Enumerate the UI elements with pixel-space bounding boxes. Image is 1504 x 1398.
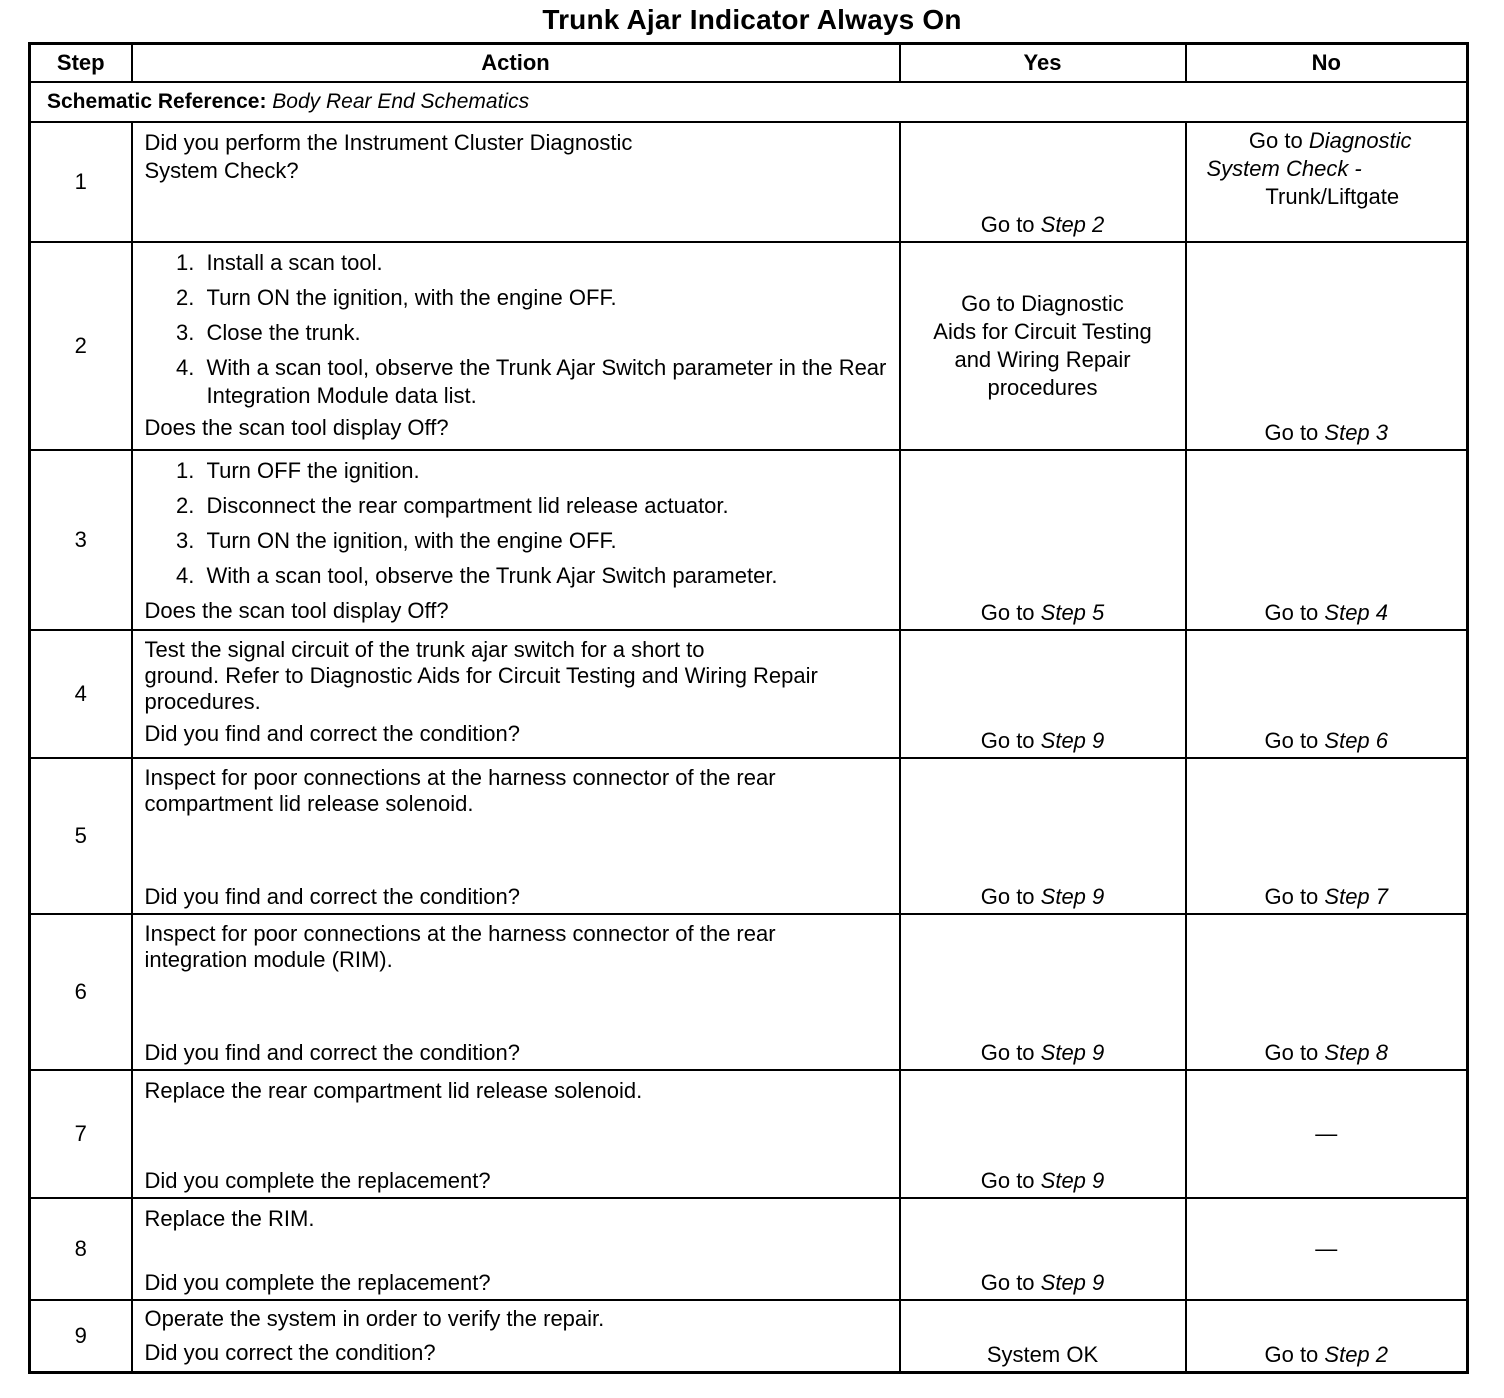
action-line: Test the signal circuit of the trunk ajar switch for a short to (144, 637, 705, 662)
yes-cell (900, 1070, 1186, 1198)
action-line: integration module (RIM). (144, 947, 393, 972)
action-step: 4. With a scan tool, observe the Trunk Ajar Switch parameter. (201, 562, 889, 590)
table-row (30, 914, 1468, 1070)
no-result: — (1315, 1121, 1338, 1146)
yes-cell (900, 242, 1186, 450)
action-line: procedures. (144, 689, 261, 714)
action-line: Inspect for poor connections at the harness connector of the rear (144, 765, 776, 790)
diagnostic-table (28, 42, 1469, 1374)
action-steps (145, 249, 889, 410)
step-number: 3 (30, 450, 132, 630)
yes-result: Go to Step 9 (980, 1168, 1105, 1193)
action-question: Did you find and correct the condition? (144, 1040, 520, 1065)
yes-result: Go to Step 5 (980, 600, 1105, 625)
header-row (30, 44, 1468, 83)
action-cell (132, 630, 900, 758)
no-result: Go to Step 3 (1264, 420, 1389, 445)
no-cell (1186, 450, 1468, 630)
action-step: 4. With a scan tool, observe the Trunk Ajar Switch parameter in the Rear Integration Module data list. (201, 354, 889, 410)
table-row (30, 758, 1468, 914)
action-cell (132, 450, 900, 630)
action-cell (132, 1070, 900, 1198)
action-question: Did you find and correct the condition? (144, 721, 520, 746)
no-result: Go to Step 8 (1264, 1040, 1389, 1065)
schematic-reference-value: Body Rear End Schematics (272, 90, 530, 113)
action-question: Does the scan tool display Off? (144, 598, 449, 623)
no-cell (1186, 1300, 1468, 1373)
schematic-reference-row (30, 82, 1468, 122)
action-cell (132, 242, 900, 450)
no-result: Go to Step 7 (1264, 884, 1389, 909)
yes-result: Go to Step 9 (980, 1270, 1105, 1295)
action-line: Operate the system in order to verify the repair. (144, 1306, 605, 1331)
yes-result: Go to Step 9 (980, 1040, 1105, 1065)
yes-result: Go to Step 2 (980, 212, 1105, 237)
action-cell (132, 758, 900, 914)
header-action: Action (132, 44, 900, 83)
step-number: 8 (30, 1198, 132, 1300)
action-cell (132, 914, 900, 1070)
action-step: 1. Install a scan tool. (201, 249, 889, 277)
schematic-reference-label: Schematic Reference: (47, 90, 267, 113)
yes-result: Go to Step 9 (980, 728, 1105, 753)
action-step: 1. Turn OFF the ignition. (201, 457, 889, 485)
no-cell (1186, 242, 1468, 450)
no-result: Go to Step 2 (1264, 1342, 1389, 1367)
no-result: — (1315, 1236, 1338, 1261)
step-number: 6 (30, 914, 132, 1070)
yes-cell (900, 758, 1186, 914)
table-row (30, 122, 1468, 242)
no-result: Go to Step 4 (1264, 600, 1389, 625)
yes-cell (900, 450, 1186, 630)
action-question: Does the scan tool display Off? (144, 415, 449, 440)
step-number: 7 (30, 1070, 132, 1198)
table-row (30, 242, 1468, 450)
schematic-reference (30, 82, 1468, 122)
action-question: Did you complete the replacement? (144, 1168, 491, 1193)
action-cell (132, 122, 900, 242)
no-cell (1186, 630, 1468, 758)
action-question: Did you correct the condition? (144, 1340, 436, 1365)
action-line: System Check? (144, 158, 299, 183)
header-no: No (1186, 44, 1468, 83)
action-step: 2. Disconnect the rear compartment lid release actuator. (201, 492, 889, 520)
header-yes: Yes (900, 44, 1186, 83)
action-question: Did you find and correct the condition? (144, 884, 520, 909)
action-question: Did you complete the replacement? (144, 1270, 491, 1295)
step-number: 5 (30, 758, 132, 914)
action-step: 2. Turn ON the ignition, with the engine OFF. (201, 284, 889, 312)
no-cell (1186, 122, 1468, 242)
step-number: 9 (30, 1300, 132, 1373)
yes-cell (900, 1300, 1186, 1373)
action-cell (132, 1198, 900, 1300)
action-line: Inspect for poor connections at the harness connector of the rear (144, 921, 776, 946)
action-line: ground. Refer to Diagnostic Aids for Circuit Testing and Wiring Repair (144, 663, 818, 688)
no-result: Go to Diagnostic System Check - Trunk/Liftgate (1206, 128, 1412, 209)
action-step: 3. Turn ON the ignition, with the engine OFF. (201, 527, 889, 555)
header-step: Step (30, 44, 132, 83)
no-cell (1186, 1070, 1468, 1198)
yes-cell (900, 914, 1186, 1070)
action-cell (132, 1300, 900, 1373)
step-number: 4 (30, 630, 132, 758)
page-title: Trunk Ajar Indicator Always On (542, 4, 962, 35)
table-row (30, 450, 1468, 630)
action-line: Did you perform the Instrument Cluster Diagnostic (144, 130, 633, 155)
table-row (30, 1198, 1468, 1300)
yes-result: Go to Step 9 (980, 884, 1105, 909)
table-row (30, 1300, 1468, 1373)
no-cell (1186, 758, 1468, 914)
action-step: 3. Close the trunk. (201, 319, 889, 347)
yes-cell (900, 122, 1186, 242)
action-steps (145, 457, 889, 590)
step-number: 1 (30, 122, 132, 242)
action-line: compartment lid release solenoid. (144, 791, 474, 816)
table-row (30, 1070, 1468, 1198)
step-number: 2 (30, 242, 132, 450)
action-line: Replace the rear compartment lid release solenoid. (144, 1078, 643, 1103)
yes-cell (900, 1198, 1186, 1300)
no-result: Go to Step 6 (1264, 728, 1389, 753)
no-cell (1186, 1198, 1468, 1300)
yes-result: Go to Diagnostic Aids for Circuit Testing and Wiring Repair procedures (933, 291, 1152, 400)
yes-result: System OK (986, 1342, 1099, 1367)
yes-cell (900, 630, 1186, 758)
table-row (30, 630, 1468, 758)
action-line: Replace the RIM. (144, 1206, 315, 1231)
no-cell (1186, 914, 1468, 1070)
